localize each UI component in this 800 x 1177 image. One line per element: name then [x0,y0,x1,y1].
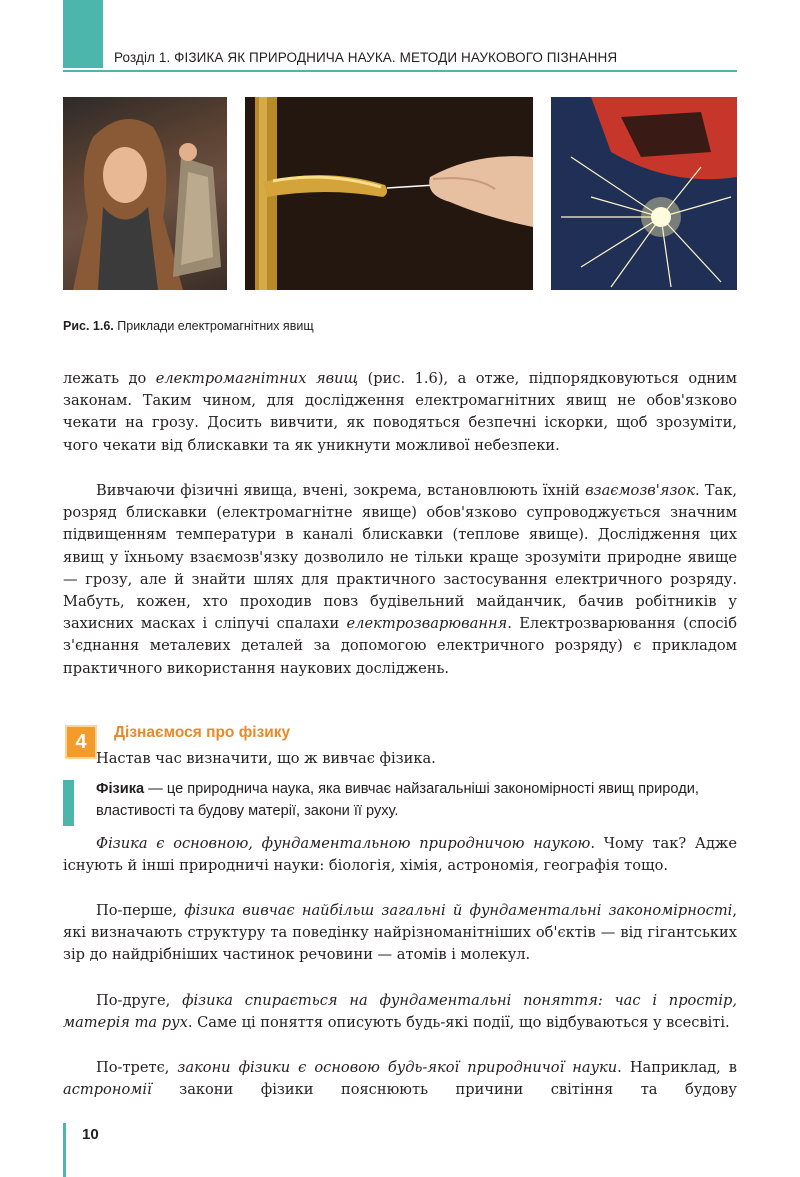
text: По-друге, [96,992,183,1009]
section-number-badge: 4 [65,725,97,759]
photo-welding [551,97,737,290]
paragraph-1 [63,368,737,457]
footer-accent-bar [63,1123,66,1177]
header-accent-bar [63,0,103,68]
text: Вивчаючи фізичні явища, вчені, зокрема, встановлюють їхній [96,482,586,499]
figure-caption-text: Приклади електромагнітних явищ [117,319,314,333]
emphasis: електрозварювання [346,615,508,633]
text: лежать до [63,370,156,387]
emphasis: фізика спирається на фундаментальні поняття: час і простір, матерія та рух [63,992,737,1032]
text: . Електрозварювання (спосіб з'єднання металевих деталей за допомогою електричного розряду) є прикладом практичного використання наукових досліджень. [63,615,738,677]
emphasis: фізика вивчає найбільш загальні й фундаментальні закономірності [184,902,733,919]
page-number: 10 [82,1126,99,1143]
text: . Наприклад, в [617,1059,737,1076]
paragraph-5 [63,990,737,1034]
emphasis: Фізика є основною, фундаментальною природничою наукою [96,835,591,852]
text: закони фізики пояснюють причини світіння та будову [151,1081,737,1099]
definition-text: — це природнича наука, яка вивчає найзагальніші закономірності явищ природи, властивості та будову матерії, закони її руху. [96,781,699,819]
chapter-header: Розділ 1. ФІЗИКА ЯК ПРИРОДНИЧА НАУКА. МЕТОДИ НАУКОВОГО ПІЗНАННЯ [114,50,618,65]
definition-box [96,778,737,822]
text: , які визначають структуру та поведінку найрізноманітніших об'єктів — від гігантських зір до найдрібніших частинок речовини — атомів і молекул. [63,902,737,964]
paragraph-6 [63,1057,737,1101]
definition-term: Фізика [96,781,145,797]
text: (рис. 1.6), а отже, підпорядковуються одним законам. Таким чином, для дослідження електромагнітних явищ не обов'язково чекати на грозу. Досить вивчити, як поводяться безпечні іскорки, щоб зрозуміти, чого чекати від блискавки та як уникнути можливої небезпеки. [63,370,737,454]
text: По-третє, [96,1059,178,1076]
header-rule [63,70,737,72]
section-intro-text: Настав час визначити, що ж вивчає фізика. [96,750,436,767]
photo-door-handle-spark [245,97,533,290]
definition-accent-bar [63,780,74,826]
figure-label: Рис. 1.6. [63,319,114,333]
paragraph-4 [63,900,737,967]
section-title: Дізнаємося про фізику [114,724,291,741]
emphasis: закони фізики є основою будь-якої природничої науки [177,1059,618,1076]
text: . Чому так? Адже існують й інші природничі науки: біологія, хімія, астрономія, географія тощо. [63,835,737,875]
text: . Саме ці поняття описують будь-які події, що відбуваються у всесвіті. [187,1014,730,1032]
emphasis: астрономії [63,1081,152,1099]
section-intro [63,748,737,770]
text: По-перше, [96,902,185,919]
emphasis: взаємозв'язок [585,482,695,499]
text: . Так, розряд блискавки (електромагнітне явище) обов'язково супроводжується значним підвищенням температури в каналі блискавки (теплове явище). Дослідження цих явищ у їхньому взаємозв'язку дозволило не тільки краще зрозуміти природне явище — грозу, але й знайти шлях для практичного застосування електричного розряду. Мабуть, кожен, хто проходив повз будівельний майданчик, бачив робітників у захисних масках і сліпучі спалахи [63,482,737,633]
photo-static-hair [63,97,227,290]
figure-caption [63,319,314,333]
paragraph-3 [63,833,737,877]
paragraph-2 [63,480,737,680]
emphasis: електромагнітних явищ [155,370,359,387]
